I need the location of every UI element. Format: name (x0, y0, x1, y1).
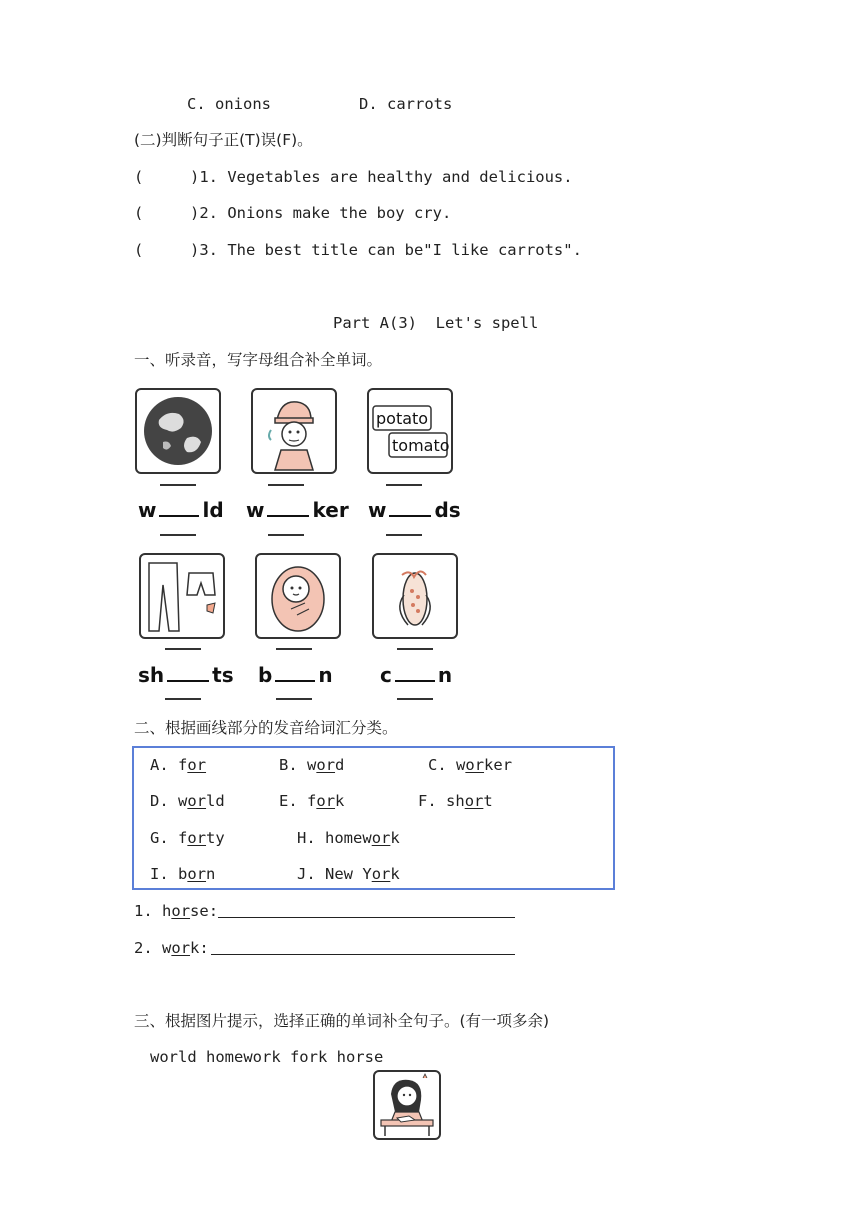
worker-icon (251, 388, 337, 474)
answer-2-field[interactable] (211, 954, 515, 955)
fill-blank[interactable] (159, 515, 199, 517)
prefix: c (380, 663, 392, 687)
word-fill-3 (368, 498, 461, 522)
blank-line (165, 648, 201, 650)
tf-statement: 1. Vegetables are healthy and delicious. (199, 168, 573, 186)
blank-line (386, 534, 422, 536)
word-option-g: G. forty (150, 829, 225, 847)
answer-2-label: 2. work: (134, 939, 209, 957)
word-fill-6 (380, 663, 452, 687)
word-bank: world homework fork horse (150, 1048, 384, 1066)
shorts-icon (139, 553, 225, 639)
word-cards-icon (367, 388, 453, 474)
suffix: ds (434, 498, 461, 522)
suffix: ker (312, 498, 349, 522)
blank-line (397, 648, 433, 650)
blank-line (268, 484, 304, 486)
blank-line (268, 534, 304, 536)
part-title: Part A(3) Let's spell (333, 314, 539, 332)
tf-statement: 3. The best title can be"I like carrots". (199, 241, 582, 259)
tf-statement: 2. Onions make the boy cry. (199, 204, 452, 222)
word-option-f: F. short (418, 792, 493, 810)
suffix: n (437, 663, 453, 687)
answer-paren[interactable]: ( ) (134, 241, 200, 259)
blank-line (397, 698, 433, 700)
prefix: w (138, 498, 157, 522)
prefix: w (368, 498, 387, 522)
word-fill-1 (138, 498, 224, 522)
tf-heading: (二)判断句子正(T)误(F)。 (134, 131, 313, 149)
word-option-i: I. born (150, 865, 216, 883)
prefix: w (246, 498, 265, 522)
answer-1-field[interactable] (218, 917, 515, 918)
word-option-e: E. fork (279, 792, 345, 810)
blank-line (386, 484, 422, 486)
suffix: n (318, 663, 333, 687)
earth-globe-icon (135, 388, 221, 474)
section3-heading: 三、根据图片提示，选择正确的单词补全句子。(有一项多余) (134, 1012, 550, 1030)
word-option-h: H. homework (297, 829, 400, 847)
tf-item-1 (134, 167, 573, 187)
answer-1-label: 1. horse: (134, 902, 219, 920)
baby-icon (255, 553, 341, 639)
answer-paren[interactable]: ( ) (134, 168, 200, 186)
prefix: sh (138, 663, 165, 687)
word-option-c: C. worker (428, 756, 513, 774)
girl-doing-homework-icon (373, 1070, 441, 1140)
option-c: C. onions (187, 95, 271, 113)
fill-blank[interactable] (395, 680, 435, 682)
word-fill-4 (138, 663, 234, 687)
card-potato: potato (376, 409, 429, 428)
fill-blank[interactable] (267, 515, 309, 517)
tf-item-3 (134, 240, 582, 260)
blank-line (160, 534, 196, 536)
suffix: ld (202, 498, 224, 522)
blank-line (276, 648, 312, 650)
blank-line (276, 698, 312, 700)
word-fill-5 (258, 663, 333, 687)
blank-line (165, 698, 201, 700)
word-option-d: D. world (150, 792, 225, 810)
prefix: b (258, 663, 273, 687)
section1-heading: 一、听录音，写字母组合补全单词。 (134, 351, 383, 369)
word-option-j: J. New York (297, 865, 400, 883)
suffix: ts (212, 663, 234, 687)
word-fill-2 (246, 498, 349, 522)
option-d: D. carrots (359, 95, 453, 113)
blank-line (160, 484, 196, 486)
tf-item-2 (134, 203, 451, 223)
word-option-b: B. word (279, 756, 345, 774)
answer-paren[interactable]: ( ) (134, 204, 200, 222)
card-tomato: tomato (392, 436, 450, 455)
corn-icon (372, 553, 458, 639)
fill-blank[interactable] (275, 680, 315, 682)
section2-heading: 二、根据画线部分的发音给词汇分类。 (134, 719, 398, 737)
fill-blank[interactable] (389, 515, 431, 517)
word-option-a: A. for (150, 756, 207, 774)
fill-blank[interactable] (167, 680, 209, 682)
